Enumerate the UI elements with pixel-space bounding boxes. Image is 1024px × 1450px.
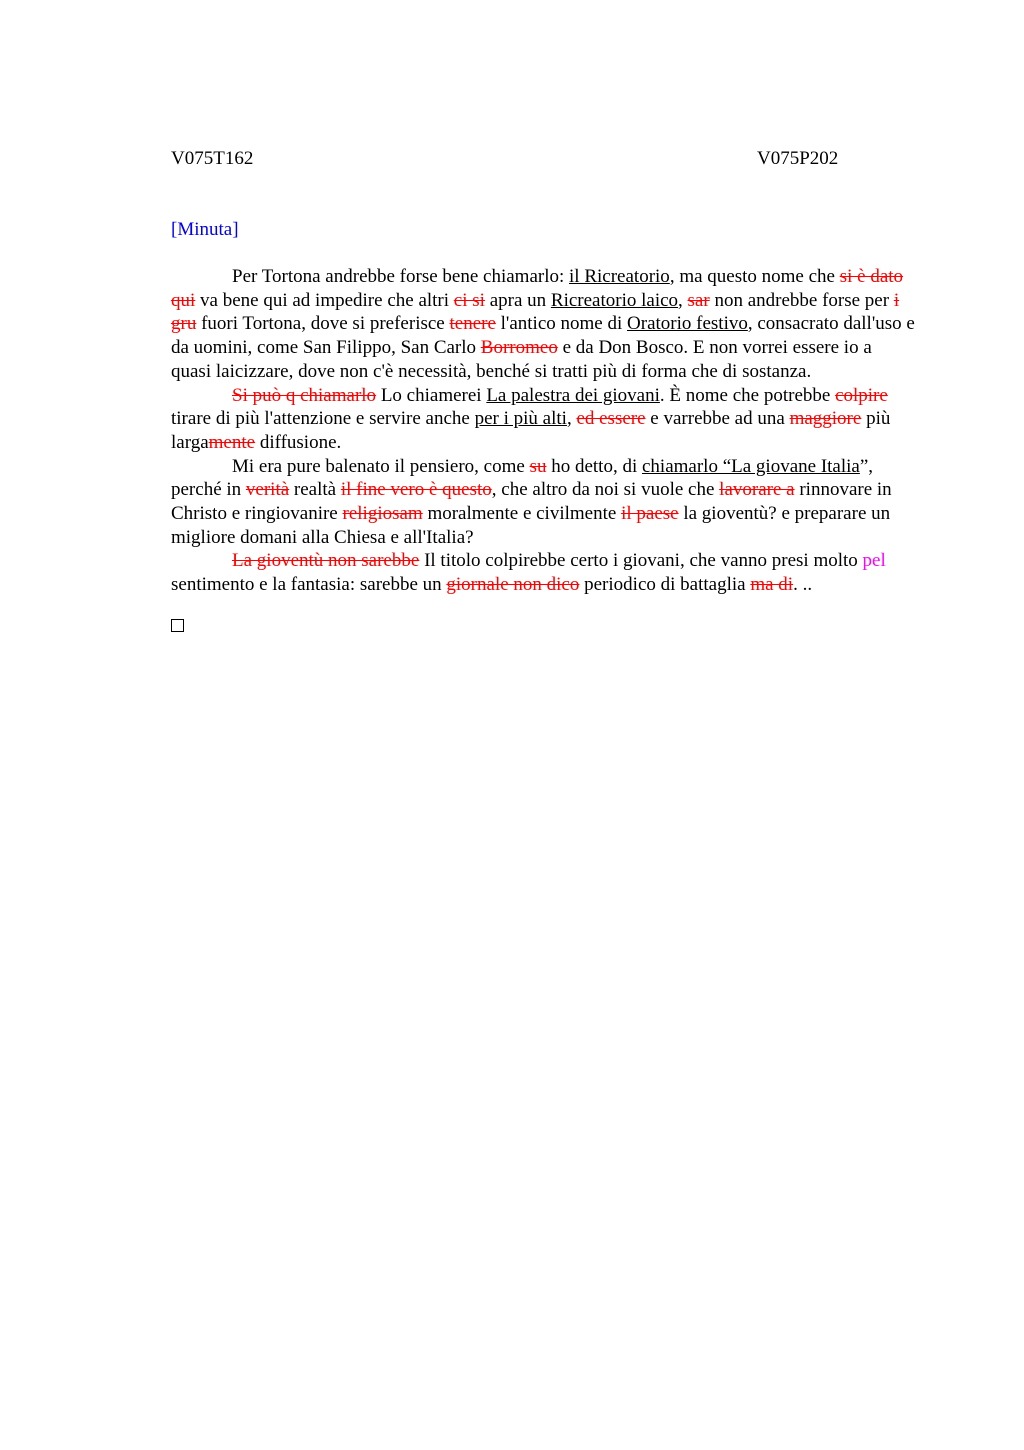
- text-run: Mi era pure balenato il pensiero, come: [232, 455, 530, 477]
- text-run: sentimento e la fantasia: sarebbe un: [171, 574, 447, 596]
- document-header: [171, 146, 915, 172]
- empty-square-icon: [171, 619, 184, 632]
- underlined-text: per i più alti: [474, 408, 567, 430]
- inserted-text: pel: [862, 550, 886, 572]
- text-run: fuori Tortona, dove si preferisce: [196, 313, 450, 335]
- letter-body: [171, 265, 915, 597]
- deleted-text: si è dato qui: [171, 266, 904, 311]
- text-run: ”, perché in: [171, 455, 874, 501]
- text-run: , che altro da noi si vuole che: [491, 479, 720, 501]
- text-run: e varrebbe ad una: [645, 408, 790, 430]
- deleted-text: colpire: [835, 384, 888, 406]
- deleted-text: tenere: [449, 313, 496, 335]
- paragraph-2: [171, 384, 915, 455]
- underlined-text: chiamarlo “La giovane Italia: [642, 455, 860, 477]
- text-run: Il titolo colpirebbe certo i giovani, che vanno presi molto: [419, 550, 863, 572]
- paragraph-1: [171, 265, 915, 384]
- volume-text-code: V075T162: [171, 148, 254, 169]
- text-run: tirare di più l'attenzione e servire anche: [171, 408, 475, 430]
- text-run: realtà: [289, 479, 341, 501]
- text-run: e da Don Bosco. E non vorrei essere io a quasi laicizzare, dove non c'è necessità, benché si tratti più di forma che di sostanza.: [171, 337, 872, 382]
- text-run: Per Tortona andrebbe forse bene chiamarlo:: [232, 266, 570, 287]
- deleted-text: i gru: [171, 289, 900, 335]
- text-run: , consacrato dall'uso e da uomini, come San Filippo, San Carlo: [171, 313, 915, 359]
- deleted-text: Borromeo: [480, 337, 558, 359]
- deleted-text: ma di: [750, 574, 794, 596]
- text-run: più larga: [171, 408, 891, 453]
- deleted-text: religiosam: [342, 503, 423, 525]
- deleted-text: il fine vero è questo: [340, 479, 492, 501]
- deleted-text: giornale non dico: [446, 574, 580, 596]
- text-run: . ..: [793, 574, 813, 596]
- text-run: apra un: [484, 289, 551, 311]
- underlined-text: il Ricreatorio: [569, 266, 670, 287]
- deleted-text: maggiore: [789, 408, 862, 430]
- volume-page-code: V075P202: [757, 148, 839, 169]
- document-page: [171, 146, 915, 632]
- deleted-text: su: [529, 455, 547, 477]
- text-run: ,: [678, 289, 688, 311]
- text-run: rinnovare in Christo e ringiovanire: [171, 479, 892, 525]
- text-run: . È nome che potrebbe: [659, 384, 836, 406]
- paragraph-3: [171, 455, 915, 550]
- text-run: ,: [566, 408, 577, 430]
- draft-label: [Minuta]: [171, 219, 239, 240]
- text-run: l'antico nome di: [495, 313, 628, 335]
- deleted-text: lavorare a: [719, 479, 795, 501]
- text-run: diffusione.: [255, 431, 342, 453]
- text-run: Lo chiamerei: [376, 384, 487, 406]
- underlined-text: Oratorio festivo: [627, 313, 748, 335]
- text-run: moralmente e civilmente: [422, 503, 622, 525]
- underlined-text: La palestra dei giovani: [486, 384, 660, 406]
- text-run: va bene qui ad impedire che altri: [195, 289, 454, 311]
- underlined-text: Ricreatorio laico: [550, 289, 679, 311]
- text-run: non andrebbe forse per: [709, 289, 894, 311]
- deleted-text: sar: [687, 289, 710, 311]
- text-run: periodico di battaglia: [579, 574, 751, 596]
- paragraph-4: [171, 549, 915, 596]
- text-run: , ma questo nome che: [669, 266, 840, 287]
- deleted-text: ci si: [453, 289, 485, 311]
- deleted-text: ed essere: [576, 408, 646, 430]
- deleted-text: verità: [245, 479, 290, 501]
- deleted-text: il paese: [621, 503, 679, 525]
- text-run: ho detto, di: [546, 455, 642, 477]
- deleted-text: La gioventù non sarebbe: [232, 550, 420, 572]
- text-run: la gioventù? e preparare un migliore domani alla Chiesa e all'Italia?: [171, 503, 891, 548]
- deleted-text: mente: [208, 431, 256, 453]
- deleted-text: Si può q chiamarlo: [232, 384, 377, 406]
